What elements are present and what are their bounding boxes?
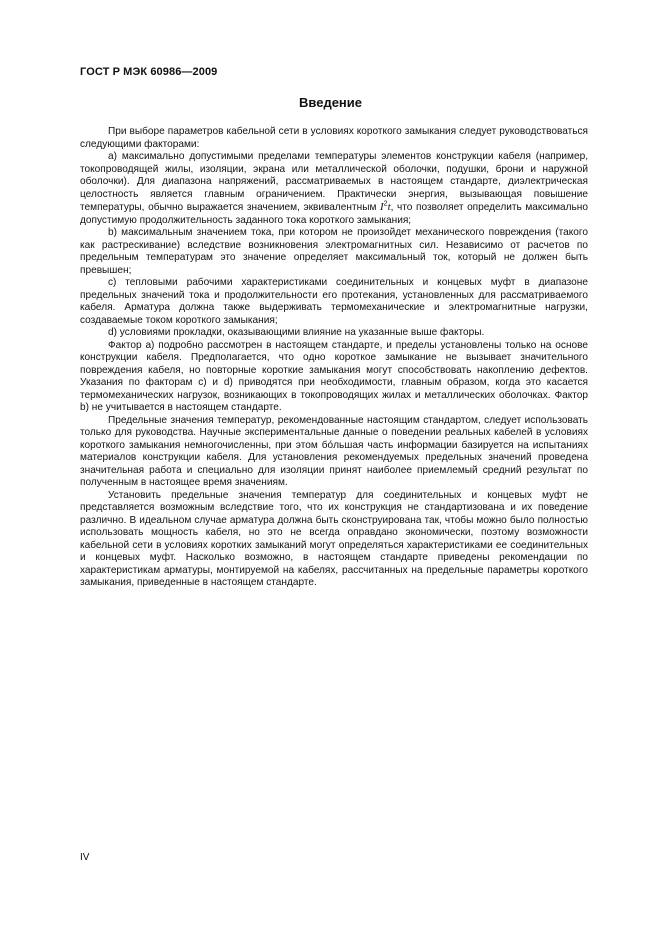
paragraph-intro: При выборе параметров кабельной сети в условиях короткого замыкания следует руководствоваться следующими факторами:	[80, 126, 588, 150]
paragraph-factor-b: b) максимальным значением тока, при котором не произойдет механического повреждения (такого как растрескивание) вследствие возникновения электромагнитных сил. Независимо от расчетов по предельным температурам это значение определяет максимальный ток, который не должен быть превышен;	[80, 227, 588, 276]
paragraph-factor-a	[80, 151, 588, 227]
paragraph-factor-a-text: a) максимально допустимыми пределами температуры элементов конструкции кабеля (например, токопроводящей жилы, изоляции, экрана или металлической оболочки, подушки, брони и наружной оболочки). Для диапазона напряжений, рассматриваемых в настоящем стандарте, диэлектрическая целостность является главным ограничением. Практически энергия, вызывающая повышение температуры, обычно выражается значением, эквивалентным	[80, 151, 588, 213]
paragraph-accessories: Установить предельные значения температур для соединительных и концевых муфт не представляется возможным вследствие того, что их конструкция не стандартизована и их поведение различно. В идеальном случае арматура должна быть сконструирована так, чтобы можно было полностью использовать мощность кабеля, но это не всегда оправдано экономически, поэтому возможности кабельной сети в условиях коротких замыканий могут определяться характеристиками ее соединительных и концевых муфт. Насколько возможно, в настоящем стандарте приведены рекомендации по характеристикам арматуры, монтируемой на кабелях, рассчитанных на предельные параметры короткого замыкания, приведенные в настоящем стандарте.	[80, 489, 588, 588]
page-number: IV	[80, 852, 90, 863]
paragraph-factor-discussion: Фактор a) подробно рассмотрен в настоящем стандарте, и пределы установлены только на основе конструкции кабеля. Предполагается, что одно короткое замыкание не вызывает значительного повреждения кабеля, но повторные короткие замыкания могут способствовать накоплению дефектов. Указания по факторам c) и d) приводятся при необходимости, главным образом, когда это касается термомеханических нагрузок, возникающих в токопроводящих жилах и металлических оболочках. Фактор b) не учитывается в настоящем стандарте.	[80, 339, 588, 413]
formula-exponent: 2	[383, 200, 388, 208]
document-code: ГОСТ Р МЭК 60986—2009	[80, 66, 218, 78]
document-body	[80, 126, 588, 590]
formula-time: t	[387, 201, 391, 213]
paragraph-temperature-limits: Предельные значения температур, рекомендованные настоящим стандартом, следует использовать только для руководства. Научные экспериментальные данные о поведении реальных кабелей в условиях короткого замыкания немногочисленны, при этом бо́льшая часть информации базируется на испытаниях материалов конструкции кабеля. Для установления рекомендуемых предельных значений проведена значительная работа и специально для изоляции принят наиболее приемлемый средний результат по полученным в настоящее время значениям.	[80, 414, 588, 488]
paragraph-factor-d: d) условиями прокладки, оказывающими влияние на указанные выше факторы.	[108, 327, 485, 338]
section-title: Введение	[299, 95, 362, 110]
paragraph-factor-a-end: , что позволяет определить максимально допустимую продолжительность заданного тока короткого замыкания;	[80, 202, 588, 226]
formula-current: I	[379, 201, 384, 213]
paragraph-factor-c: c) тепловыми рабочими характеристиками соединительных и концевых муфт в диапазоне предельных значений тока и продолжительности его протекания, установленных для рассматриваемого кабеля. Арматура должна также выдерживать термомеханические и электромагнитные нагрузки, создаваемые током короткого замыкания;	[80, 277, 588, 326]
